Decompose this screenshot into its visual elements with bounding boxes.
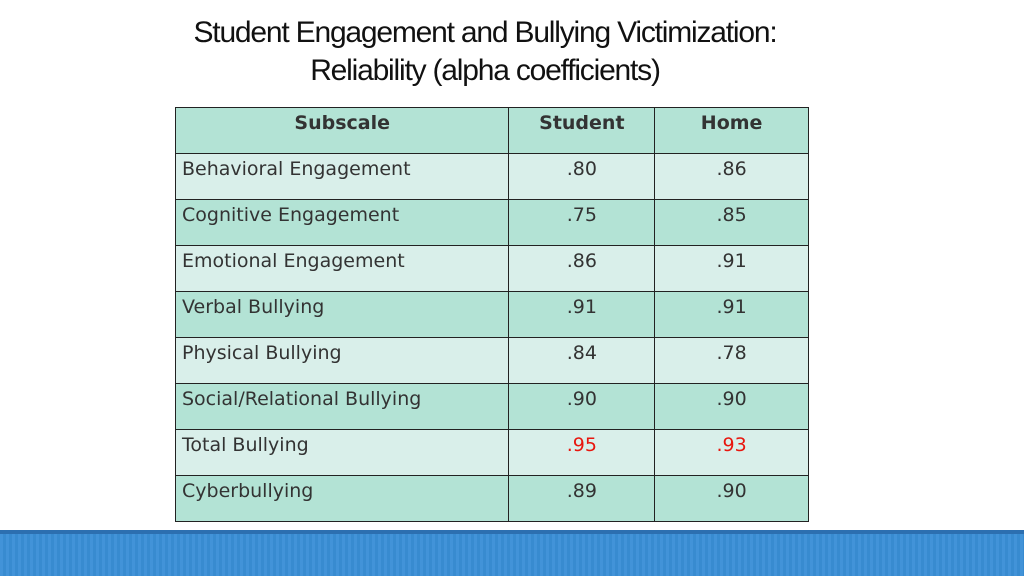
home-cell-highlighted: .93	[655, 430, 809, 476]
footer-bar	[0, 530, 1024, 576]
home-cell: .78	[655, 338, 809, 384]
header-subscale: Subscale	[176, 108, 509, 154]
reliability-table	[175, 107, 809, 522]
student-cell: .86	[509, 246, 655, 292]
subscale-cell: Emotional Engagement	[176, 246, 509, 292]
subscale-cell: Total Bullying	[176, 430, 509, 476]
table-row	[176, 384, 809, 430]
home-cell: .90	[655, 384, 809, 430]
subscale-cell: Cognitive Engagement	[176, 200, 509, 246]
student-cell-highlighted: .95	[509, 430, 655, 476]
student-cell: .84	[509, 338, 655, 384]
student-cell: .89	[509, 476, 655, 522]
home-cell: .91	[655, 292, 809, 338]
slide-title	[170, 14, 800, 90]
table-row	[176, 430, 809, 476]
table-header-row	[176, 108, 809, 154]
home-cell: .90	[655, 476, 809, 522]
table-row	[176, 338, 809, 384]
home-cell: .86	[655, 154, 809, 200]
table-row	[176, 476, 809, 522]
student-cell: .91	[509, 292, 655, 338]
home-cell: .85	[655, 200, 809, 246]
subscale-cell: Physical Bullying	[176, 338, 509, 384]
student-cell: .75	[509, 200, 655, 246]
subscale-cell: Cyberbullying	[176, 476, 509, 522]
student-cell: .80	[509, 154, 655, 200]
header-home: Home	[655, 108, 809, 154]
table-row	[176, 292, 809, 338]
title-line-2: Reliability (alpha coefficients)	[310, 54, 660, 87]
subscale-cell: Verbal Bullying	[176, 292, 509, 338]
subscale-cell: Social/Relational Bullying	[176, 384, 509, 430]
subscale-cell: Behavioral Engagement	[176, 154, 509, 200]
title-line-1: Student Engagement and Bullying Victimization:	[193, 16, 777, 49]
table-row	[176, 154, 809, 200]
header-student: Student	[509, 108, 655, 154]
table-row	[176, 246, 809, 292]
home-cell: .91	[655, 246, 809, 292]
student-cell: .90	[509, 384, 655, 430]
table-row	[176, 200, 809, 246]
